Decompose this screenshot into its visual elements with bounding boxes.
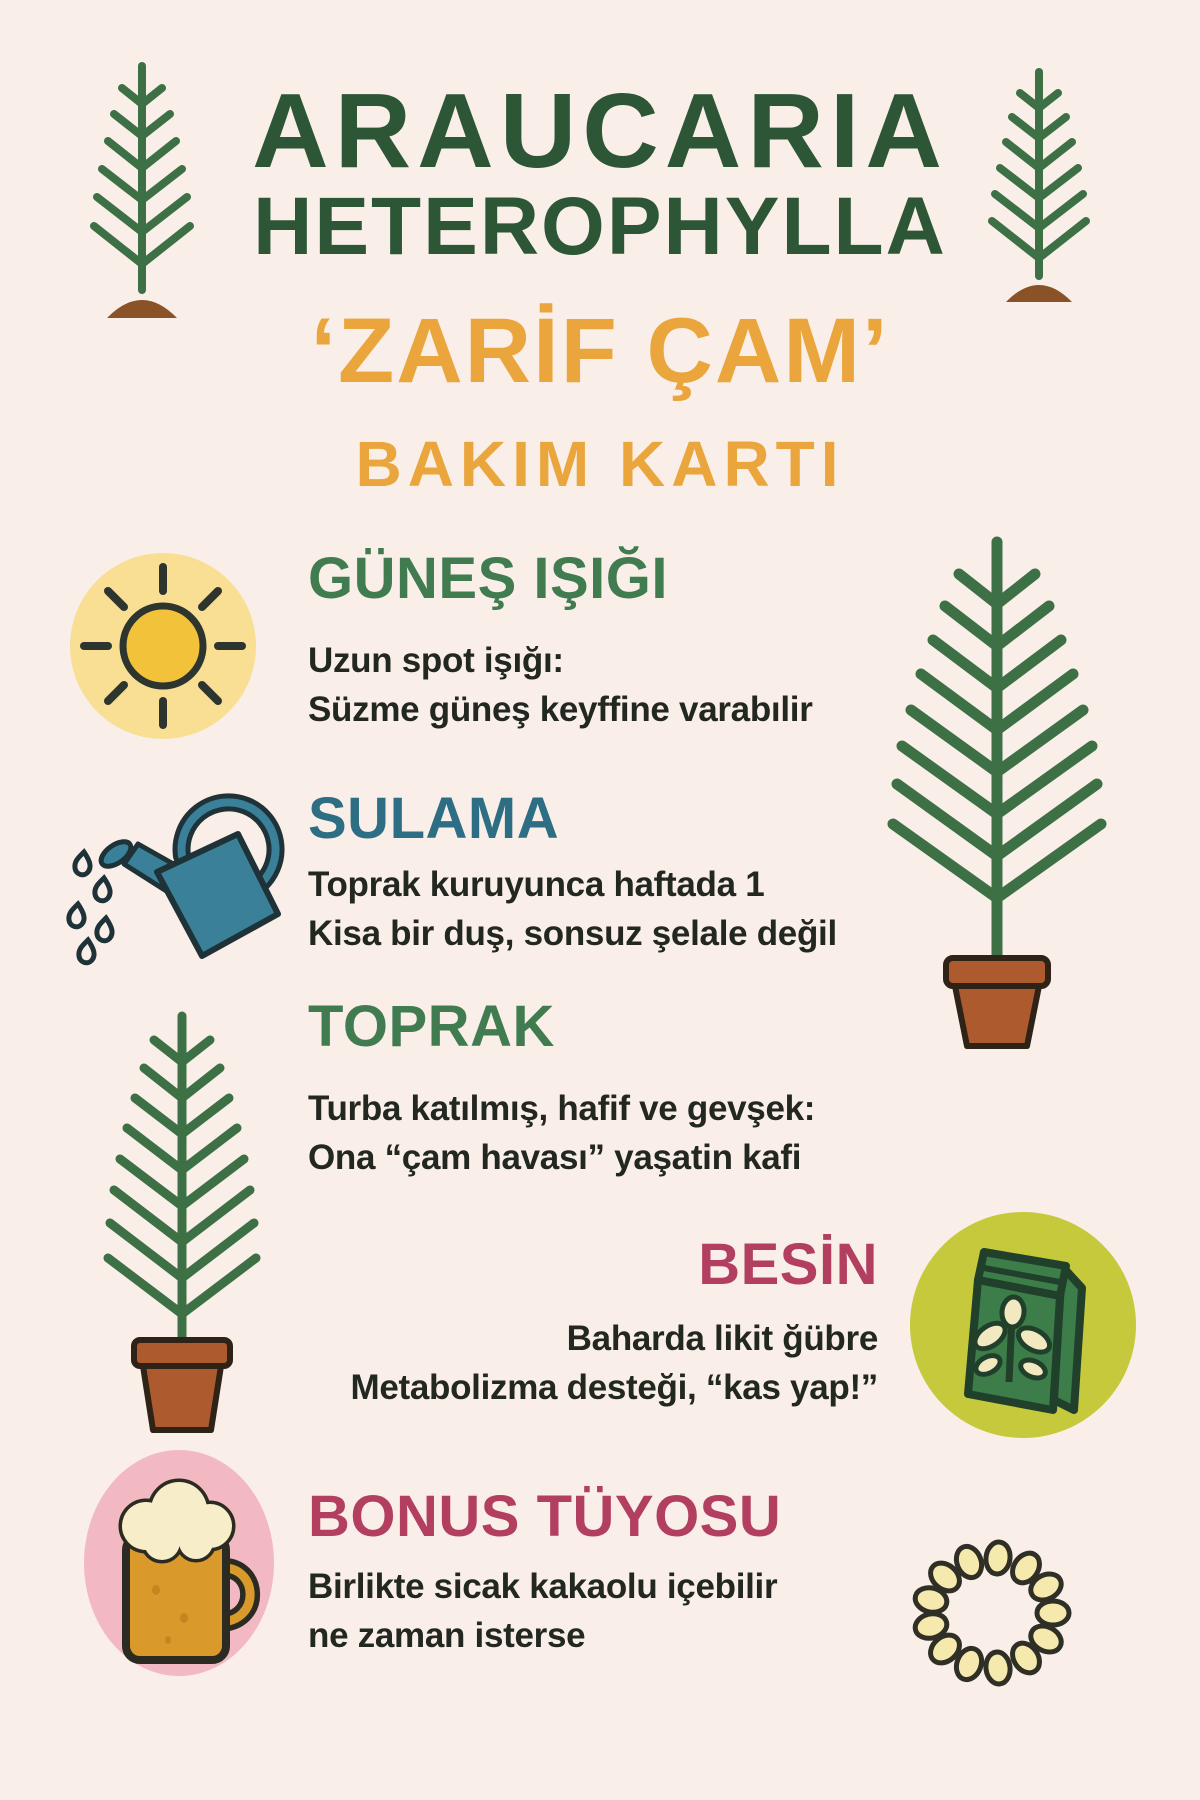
fertilizer-bag-icon (910, 1212, 1136, 1438)
title-genus: ARAUCARIA (252, 72, 948, 190)
fertilizer-icon-badge (910, 1212, 1136, 1438)
title-nickname: ‘ZARİF ÇAM’ (310, 300, 890, 402)
terracotta-pot (134, 1340, 230, 1430)
soil-text (308, 1084, 815, 1182)
watering-text-line1: Toprak kuruyunca haftada 1 (308, 865, 765, 904)
soil-mound (1006, 285, 1072, 302)
title-species: HETEROPHYLLA (253, 181, 947, 272)
title-card-label: BAKIM KARTI (355, 428, 845, 500)
bonus-text (308, 1562, 777, 1660)
bead-bracelet-illustration (903, 1538, 1081, 1690)
terracotta-pot (946, 958, 1048, 1046)
potted-pine-illustration (66, 1006, 301, 1436)
watering-heading: SULAMA (308, 786, 560, 851)
soil-heading: TOPRAK (308, 994, 555, 1059)
cocoa-mug-icon (84, 1450, 274, 1676)
nutrition-text (350, 1314, 878, 1412)
nutrition-text-line1: Baharda likit ğübre (566, 1319, 878, 1358)
bonus-text-line2: ne zaman isterse (308, 1616, 586, 1655)
watering-can-icon (60, 792, 288, 972)
sun-icon-badge (70, 553, 256, 739)
bonus-text-line1: Birlikte sicak kakaolu içebilir (308, 1567, 778, 1606)
soil-text-line2: Ona “çam havası” yaşatin kafi (308, 1138, 802, 1177)
nutrition-heading: BESİN (698, 1232, 878, 1297)
large-potted-pine-illustration (845, 532, 1145, 1052)
sunlight-text-line2: Süzme güneş keyffine varabılir (308, 690, 813, 729)
sunlight-heading: GÜNEŞ IŞIĞI (308, 546, 669, 611)
watering-text-line2: Kisa bir duş, sonsuz şelale değil (308, 914, 837, 953)
watering-text (308, 860, 837, 958)
nutrition-text-line2: Metabolizma desteği, “kas yap!” (350, 1368, 878, 1407)
sun-icon (70, 553, 256, 739)
bonus-heading: BONUS TÜYOSU (308, 1484, 782, 1549)
sunlight-text (308, 636, 813, 734)
cocoa-icon-badge (84, 1450, 274, 1676)
soil-text-line1: Turba katılmış, hafif ve gevşek: (308, 1089, 816, 1128)
sunlight-text-line1: Uzun spot işığı: (308, 641, 564, 680)
